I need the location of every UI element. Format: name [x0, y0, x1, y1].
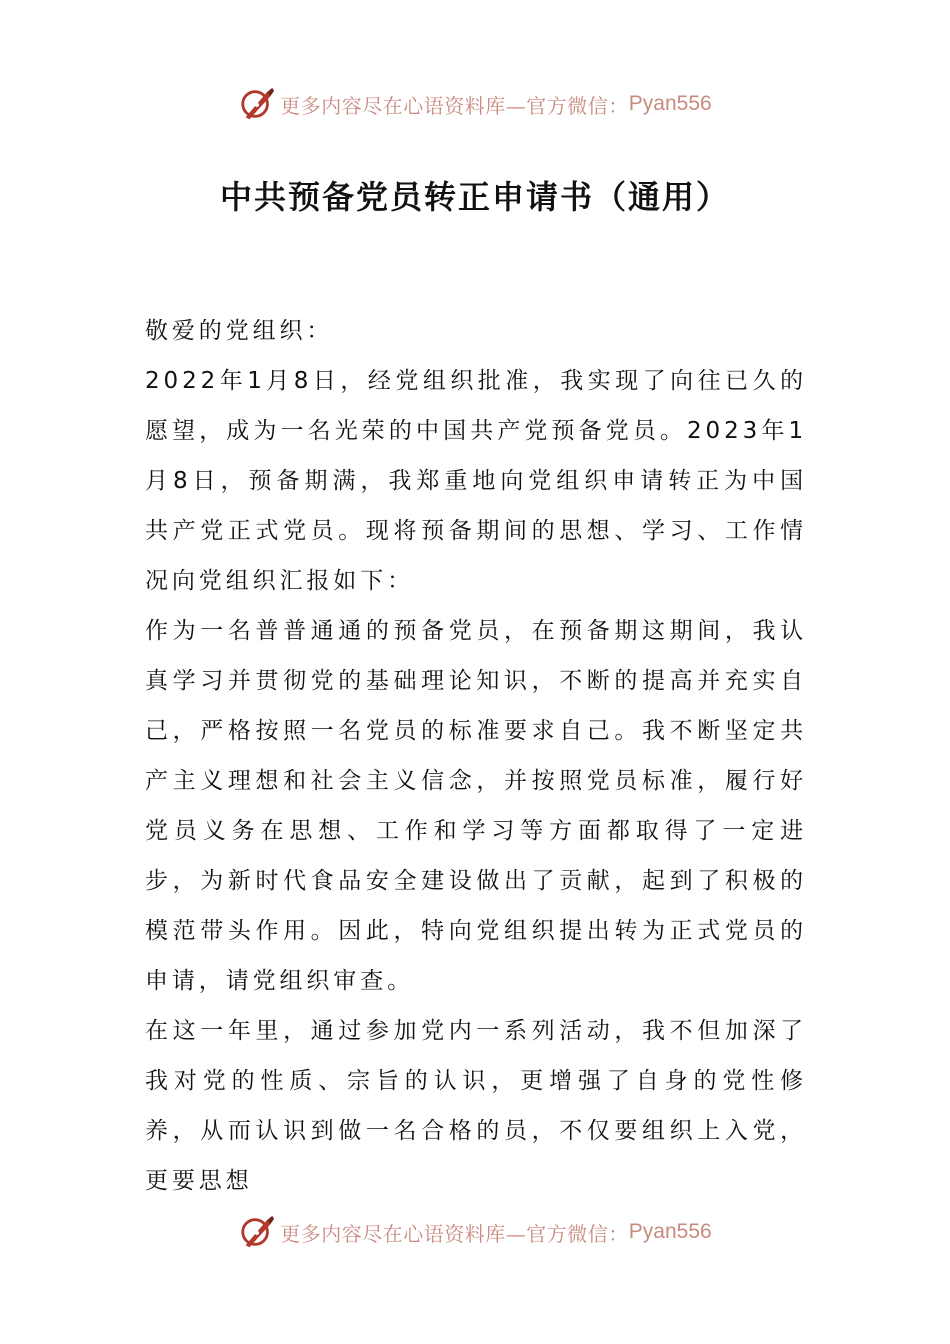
footer-wechat-id: Pyan556	[628, 1220, 712, 1243]
header-banner	[0, 82, 950, 126]
body-paragraph: 2022年1月8日，经党组织批准，我实现了向往已久的愿望，成为一名光荣的中国共产党预备党员。2023年1月8日，预备期满，我郑重地向党组织申请转正为中国共产党正式党员。现将预备期间的思想、学习、工作情况向党组织汇报如下：	[145, 368, 807, 594]
document-title: 中共预备党员转正申请书（通用）	[219, 178, 730, 216]
pen-nib-logo-icon	[238, 1213, 276, 1251]
footer-banner	[0, 1210, 950, 1254]
body-paragraph: 在这一年里，通过参加党内一系列活动，我不但加深了我对党的性质、宗旨的认识，更增强了自身的党性修养，从而认识到做一名合格的员，不仅要组织上入党，更要思想	[145, 1018, 807, 1194]
header-banner-text: 更多内容尽在心语资料库—官方微信：	[280, 93, 629, 118]
document-body	[145, 306, 807, 1206]
pen-nib-logo-icon	[238, 85, 276, 123]
greeting: 敬爱的党组织：	[145, 318, 334, 344]
header-wechat-id: Pyan556	[628, 92, 712, 115]
footer-banner-text: 更多内容尽在心语资料库—官方微信：	[280, 1221, 629, 1246]
body-paragraph: 作为一名普普通通的预备党员，在预备期这期间，我认真学习并贯彻党的基础理论知识，不断的提高并充实自己，严格按照一名党员的标准要求自己。我不断坚定共产主义理想和社会主义信念，并按照党员标准，履行好党员义务在思想、工作和学习等方面都取得了一定进步，为新时代食品安全建设做出了贡献，起到了积极的模范带头作用。因此，特向党组织提出转为正式党员的申请，请党组织审查。	[145, 618, 807, 994]
